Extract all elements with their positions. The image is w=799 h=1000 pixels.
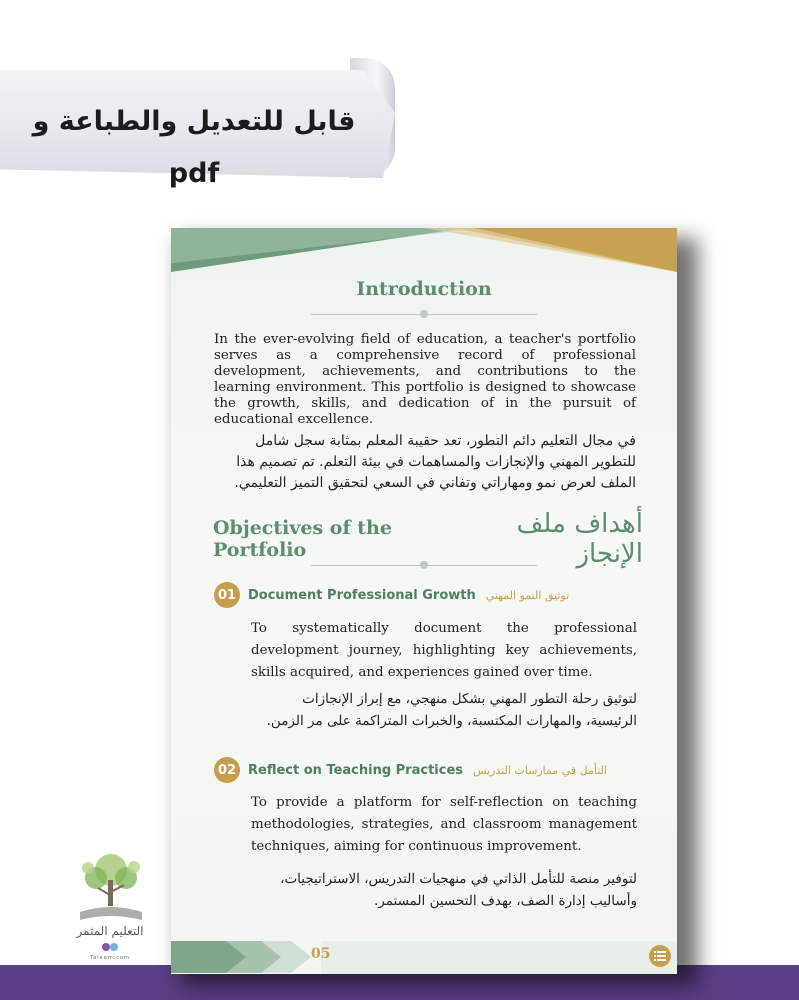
objective-2-heading bbox=[214, 757, 654, 783]
logo-name: التعليم المثمر bbox=[76, 924, 144, 938]
document-page bbox=[171, 228, 677, 974]
objective-number-badge: 01 bbox=[214, 582, 240, 608]
intro-english: In the ever-evolving field of education, a teacher's portfolio serves as a comprehensive record of professional development, achievements, and contributions to the learning environment. This portfolio is designed to showcase the growth, skills, and dedication of in the pursuit of educational excellence. bbox=[214, 332, 636, 427]
objectives-title-ar: أهداف ملف الإنجاز bbox=[516, 509, 643, 569]
objective-title-en: Document Professional Growth bbox=[248, 587, 476, 603]
intro-arabic: في مجال التعليم دائم التطور، تعد حقيبة المعلم بمثابة سجل شامل للتطوير المهني والإنجازات والمساهمات في بيئة التعلم. تم تصميم هذا الملف لعرض نمو ومهاراتي وتفاني في السعي لتحقيق التميز التعليمي. bbox=[234, 433, 636, 491]
intro-title: Introduction bbox=[356, 278, 492, 300]
objective-number-badge: 02 bbox=[214, 757, 240, 783]
banner-text: قابل للتعديل والطباعة و pdf bbox=[32, 106, 356, 189]
tree-logo-icon bbox=[74, 850, 148, 960]
footer-arrows bbox=[171, 933, 677, 974]
divider-dot bbox=[420, 561, 428, 569]
objectives-title bbox=[213, 509, 643, 569]
menu-button[interactable] bbox=[649, 945, 671, 967]
objectives-title-en: Objectives of the Portfolio bbox=[213, 517, 392, 561]
objective-title-ar: التأمل في ممارسات التدريس bbox=[473, 763, 607, 777]
list-icon bbox=[654, 951, 666, 961]
objective-title-en: Reflect on Teaching Practices bbox=[248, 762, 464, 778]
logo-url: Taleem.com bbox=[90, 955, 130, 961]
objective-title-ar: توثيق النمو المهني bbox=[485, 588, 570, 602]
objective-2-arabic: لتوفير منصة للتأمل الذاتي في منهجيات التدريس، الاستراتيجيات، وأساليب إدارة الصف، بهدف التحسين المستمر. bbox=[280, 871, 637, 909]
objective-1-arabic: لتوثيق رحلة التطور المهني بشكل منهجي، مع إبراز الإنجازات الرئيسية، والمهارات المكتسبة، والخبرات المتراكمة على مر الزمن. bbox=[266, 691, 637, 729]
page-number: 05 bbox=[311, 946, 331, 962]
objective-1-heading bbox=[214, 582, 654, 608]
divider-dot bbox=[420, 310, 428, 318]
objective-2-english: To provide a platform for self-reflection on teaching methodologies, strategies, and classroom management techniques, aiming for continuous improvement. bbox=[251, 795, 637, 854]
objective-1-english: To systematically document the professional development journey, highlighting key achievements, skills acquired, and experiences gained over time. bbox=[251, 621, 637, 680]
